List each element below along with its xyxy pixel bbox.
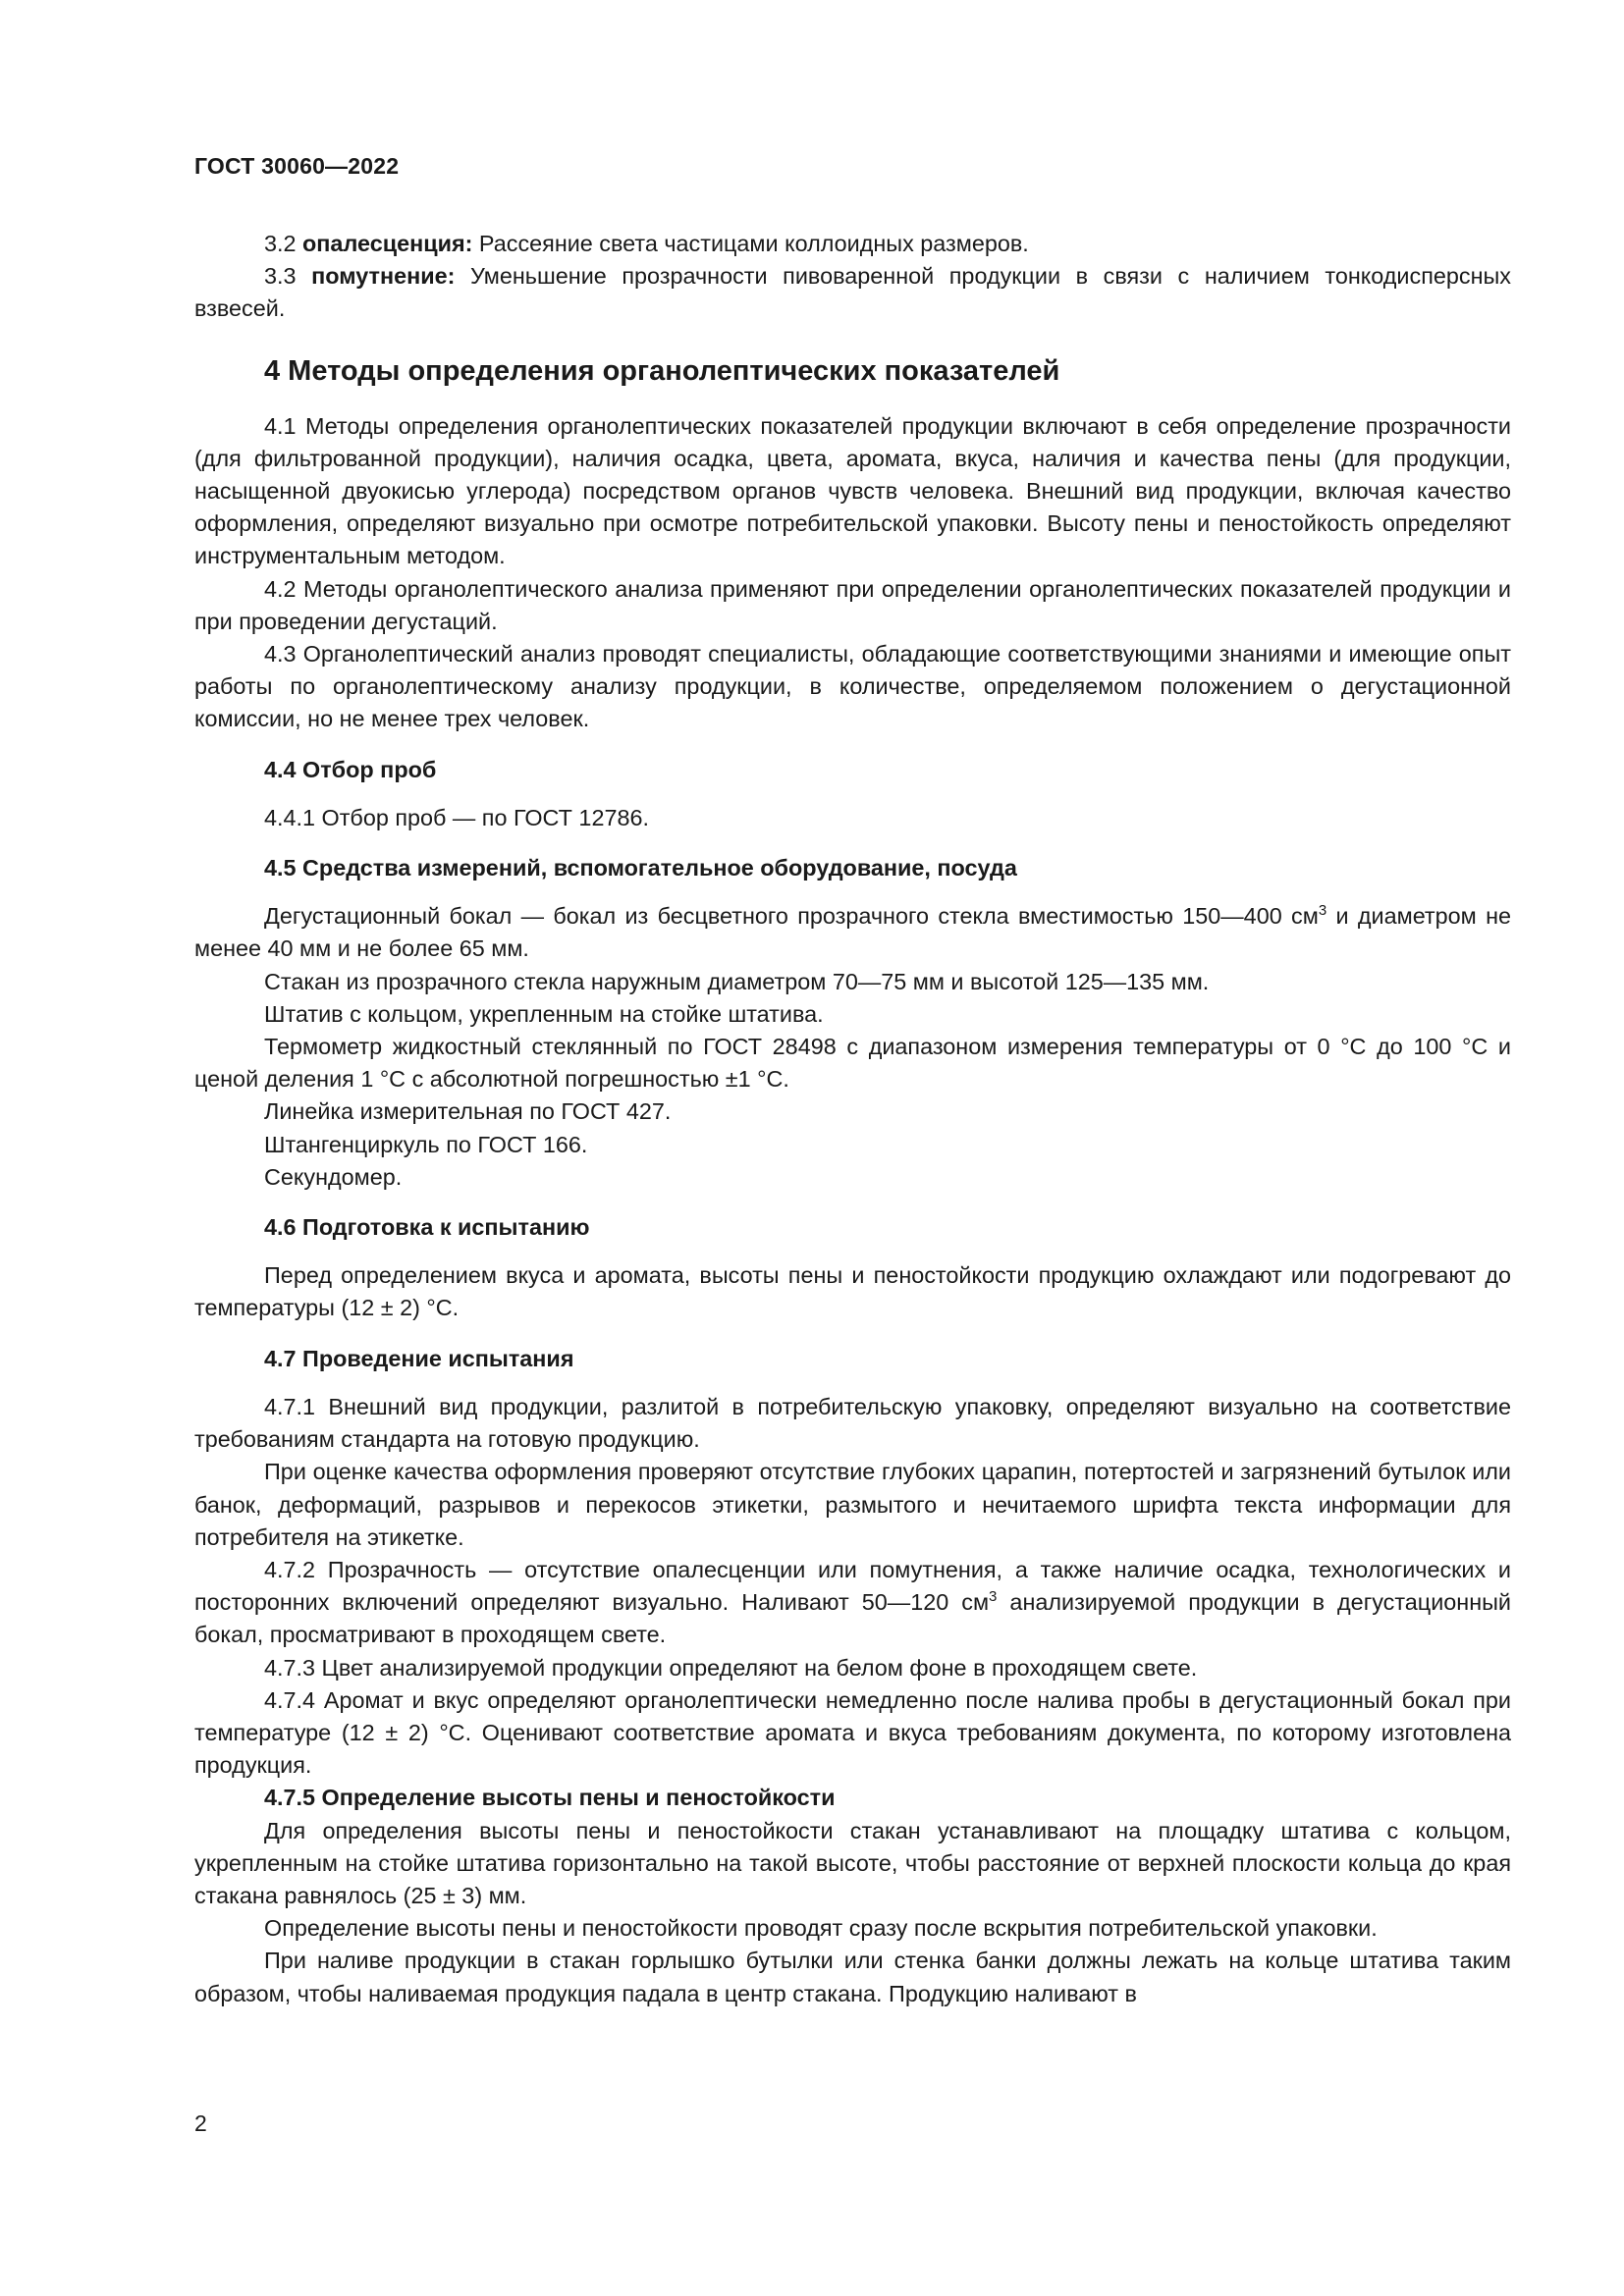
paragraph-4-3: 4.3 Органолептический анализ проводят специалисты, обладающие соответствующими знаниями и имеющие опыт работы по органолептическому анализу продукции, в количестве, определяемом положением о дегустационной комиссии, но не менее трех человек. [194,641,1511,732]
paragraph-ruler: Линейка измерительная по ГОСТ 427. [264,1098,672,1125]
paragraph-4-6: Перед определением вкуса и аромата, высоты пены и пеностойкости продукцию охлаждают или подогревают до температуры (12 ± 2) °C. [194,1262,1511,1321]
clause-number: 3.3 [264,263,312,290]
definition-text: Уменьшение прозрачности пивоваренной продукции в связи с наличием тонкодисперсных взвесей. [194,263,1511,322]
paragraph-3-3 [194,260,1511,325]
paragraph-stand: Штатив с кольцом, укрепленным на стойке штатива. [264,1000,824,1027]
document-header: ГОСТ 30060—2022 [194,153,400,179]
term-opalescence: опалесценция: [302,231,473,256]
term-turbidity: помутнение: [311,263,456,290]
paragraph-4-7-1: 4.7.1 Внешний вид продукции, разлитой в потребительскую упаковку, определяют визуально на соответствие требованиям стандарта на готовую продукцию. [194,1393,1511,1453]
paragraph-4-4-1: 4.4.1 Отбор проб — по ГОСТ 12786. [264,804,649,830]
paragraph-4-7-5-setup: Для определения высоты пены и пеностойкости стакан устанавливают на площадку штатива с кольцом, укрепленным на стойке штатива горизонтально на такой высоте, чтобы расстояние от верхней плоскости кольца до края стакана равнялось (25 ± 3) мм. [194,1817,1511,1908]
section-4-4-title: 4.4 Отбор проб [264,756,437,782]
paragraph-4-7-4: 4.7.4 Аромат и вкус определяют органолептически немедленно после налива пробы в дегустационный бокал при температуре (12 ± 2) °C. Оценивают соответствие аромата и вкуса требованиям документа, по которому изготовлена продукция. [194,1686,1511,1779]
text-part: и диаметром не менее 40 мм и не более 65 мм. [194,903,1511,962]
page-number: 2 [194,2110,207,2136]
section-4-7-title: 4.7 Проведение испытания [264,1345,574,1371]
paragraph-4-7-5-timing: Определение высоты пены и пеностойкости проводят сразу после вскрытия потребительской упаковки. [264,1915,1378,1942]
paragraph-thermometer: Термометр жидкостный стеклянный по ГОСТ 28498 с диапазоном измерения температуры от 0 °C до 100 °C и ценой деления 1 °C с абсолютной погрешностью ±1 °C. [194,1034,1511,1093]
paragraph-3-2 [194,228,1511,260]
document-body [194,228,1511,2010]
definition-text: Рассеяние света частицами коллоидных размеров. [472,231,1029,256]
section-4-title: 4 Методы определения органолептических показателей [264,354,1060,387]
paragraph-tasting-glass [194,900,1511,965]
text-part: анализируемой продукции в дегустационный бокал, просматривают в проходящем свете. [194,1589,1511,1648]
superscript-3: 3 [989,1588,998,1606]
paragraph-4-7-5-pouring: При наливе продукции в стакан горлышко бутылки или стенка банки должны лежать на кольце штатива таким образом, чтобы наливаемая продукция падала в центр стакана. Продукцию наливают в [194,1948,1511,2006]
paragraph-4-2: 4.2 Методы органолептического анализа применяют при определении органолептических показателей продукции и при проведении дегустаций. [194,575,1511,634]
superscript-3: 3 [1318,902,1327,920]
paragraph-4-7-2 [194,1554,1511,1652]
paragraph-stopwatch: Секундомер. [264,1163,403,1190]
paragraph-4-7-3: 4.7.3 Цвет анализируемой продукции определяют на белом фоне в проходящем свете. [264,1654,1198,1681]
text-part: 4.7.2 Прозрачность — отсутствие опалесценции или помутнения, а также наличие осадка, технологических и посторонних включений определяют визуально. Наливают 50—120 см [194,1556,1511,1616]
section-4-5-title: 4.5 Средства измерений, вспомогательное оборудование, посуда [264,855,1017,881]
text-part: Дегустационный бокал — бокал из бесцветного прозрачного стекла вместимостью 150—400 см [264,903,1319,930]
paragraph-caliper: Штангенциркуль по ГОСТ 166. [264,1131,588,1157]
clause-number: 3.2 [264,231,303,256]
section-4-7-5-title: 4.7.5 Определение высоты пены и пеностойкости [264,1785,836,1811]
paragraph-4-7-1-design: При оценке качества оформления проверяют отсутствие глубоких царапин, потертостей и загрязнений бутылок или банок, деформаций, разрывов и перекосов этикетки, размытого и нечитаемого шрифта текста информации для потребителя на этикетке. [194,1459,1511,1550]
section-4-6-title: 4.6 Подготовка к испытанию [264,1214,590,1241]
paragraph-4-1: 4.1 Методы определения органолептических показателей продукции включают в себя определение прозрачности (для фильтрованной продукции), наличия осадка, цвета, аромата, вкуса, наличия и качества пены (для продукции, насыщенной двуокисью углерода) посредством органов чувств человека. Внешний вид продукции, включая качество оформления, определяют визуально при осмотре потребительской упаковки. Высоту пены и пеностойкость определяют инструментальным методом. [194,412,1511,569]
paragraph-cup: Стакан из прозрачного стекла наружным диаметром 70—75 мм и высотой 125—135 мм. [264,968,1210,994]
